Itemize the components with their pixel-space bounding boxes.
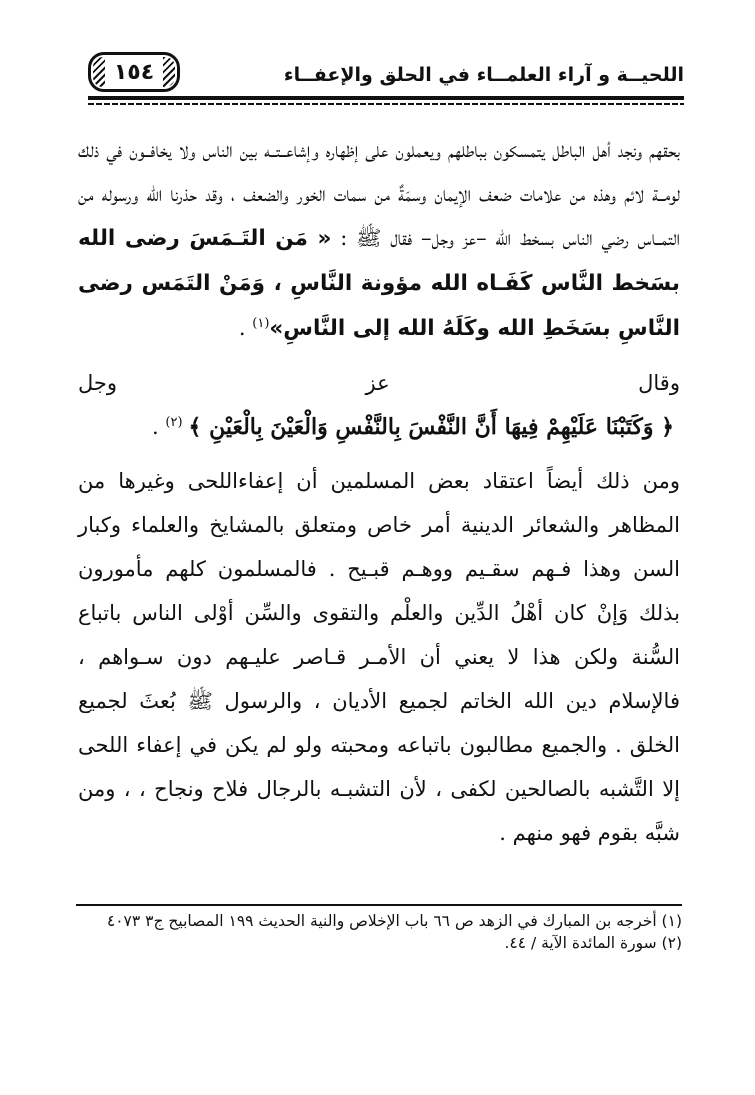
main-text — [78, 128, 680, 855]
footnote-1: (١) أخرجه بن المبارك في الزهد ص ٦٦ باب الإخلاص والنية الحديث ١٩٩ المصابيح ج٣ ٤٠٧٣ — [106, 912, 682, 930]
paragraph-2 — [78, 361, 680, 449]
footnote-ref-1: (١) — [252, 316, 270, 331]
running-title: اللحيــة و آراء العلمــاء في الحلق والإعفــاء — [283, 64, 684, 86]
paragraph-1-end: . — [238, 316, 253, 340]
paragraph-2-end: . — [152, 415, 166, 439]
paragraph-2-text: وقال عز وجل — [78, 371, 680, 395]
footnote-divider — [76, 904, 682, 906]
footnotes — [76, 910, 682, 954]
page-number-frame — [88, 52, 180, 92]
page-header — [88, 52, 684, 108]
header-rule-thin — [88, 103, 684, 105]
footnote-ref-2: (٢) — [165, 415, 183, 430]
paragraph-1-text: بحقهم ونجد أهل الباطل يتمسكون بباطلهم ويعملون على إظهاره وإشاعــتــه بين الناس ولا يخافــون في ذلك لومــة لائم وهذه من علامات ضعف الإيمان وسمَةٌ من سمات الخور والضعف ، وقد حذرنا الله ورسوله من التمــاس رضي الناس بسخط الله –عز وجل– فقال ﷺ : — [78, 138, 680, 250]
paragraph-3: ومن ذلك أيضاً اعتقاد بعض المسلمين أن إعفاءاللحى وغيرها من المظاهر والشعائر الدينية أمر خاص ومتعلق بالمشايخ والعلماء وكبار السن وهذا فـهم سقـيم ووهـم قبـيح . فالمسلمون كلهم مأمورون بذلك وَإنْ كان أهْلُ الدِّين والعلْم والتقوى والسِّن أوْلى الناس باتباع السُّنة ولكن هذا لا يعني أن الأمـر قـاصر عليـهم دون سـواهم ، فالإسلام دين الله الخاتم لجميع الأديان ، والرسول ﷺ بُعثَ لجميع الخلق . والجميع مطالبون باتباعه ومحبته ولو لم يكن في إعفاء اللحى إلا التَّشبه بالصالحين لكفى ، لأن التشبـه بالرجال فلاح ونجاح ، ، ومن شبَّه بقوم فهو منهم . — [78, 469, 680, 845]
paragraph-1 — [78, 128, 680, 351]
quran-verse: ﴿ وَكَتَبْنَا عَلَيْهِمْ فِيهَا أَنَّ النَّفْسَ بِالنَّفْسِ وَالْعَيْنَ بِالْعَيْنِ ﴾ — [188, 414, 674, 440]
page-number: ١٥٤ — [113, 59, 155, 85]
header-rule-thick — [88, 96, 684, 100]
footnote-2: (٢) سورة المائدة الآية / ٤٤. — [504, 934, 682, 952]
hadith-quote: « مَن التَـمَسَ رضى الله بسَخط النَّاس كَفَـاه الله مؤونة النَّاسِ ، وَمَنْ التَمَس رضى النَّاسِ بسَخَطِ الله وكَلَهُ الله إلى النَّاسِ» — [78, 226, 680, 341]
